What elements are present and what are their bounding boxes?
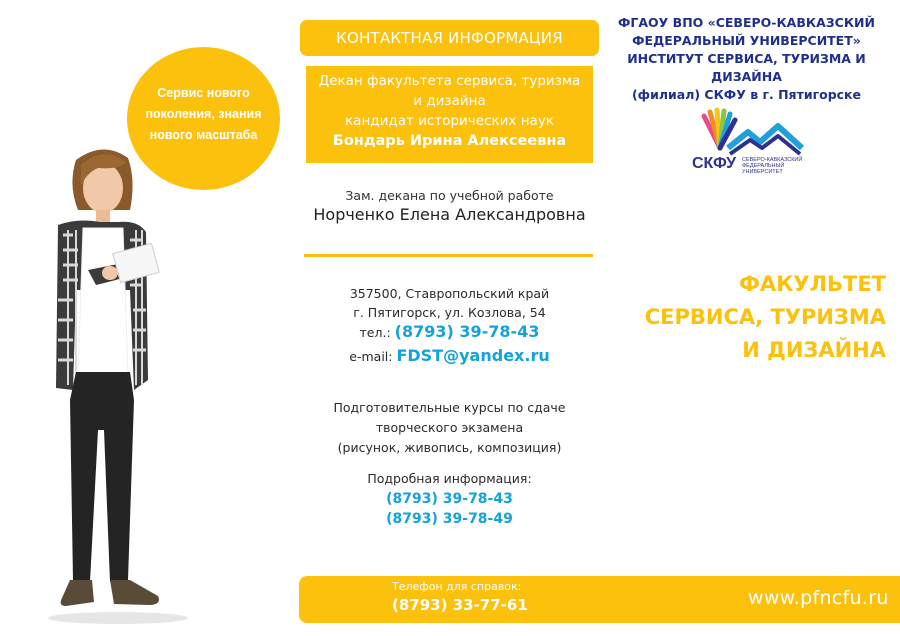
more-info-label: Подробная информация: [367,471,532,486]
phone-number[interactable]: (8793) 39-78-43 [394,322,540,341]
more-info-block [306,469,593,529]
dean-title-line: и дизайна [413,93,486,109]
faculty-title-line: ФАКУЛЬТЕТ [739,272,886,296]
university-line: ФГАОУ ВПО «СЕВЕРО-КАВКАЗСКИЙ [618,15,875,30]
email-row [306,346,593,365]
help-phone-label: Телефон для справок: [392,580,522,593]
dean-degree: кандидат исторических наук [345,113,554,129]
slogan-line: поколения, знания [145,107,262,121]
faculty-title [600,268,886,367]
faculty-title-line: СЕРВИСА, ТУРИЗМА [644,305,886,329]
logo-abbr: СКФУ [692,155,737,172]
university-line: (филиал) СКФУ в г. Пятигорске [631,87,862,102]
logo-text-line: ФЕДЕРАЛЬНЫЙ [742,163,785,169]
faculty-title-line: И ДИЗАЙНА [742,338,886,362]
university-line: ФЕДЕРАЛЬНЫЙ УНИВЕРСИТЕТ» [632,33,861,48]
university-line: ИНСТИТУТ СЕРВИСА, ТУРИЗМА И ДИЗАЙНА [627,51,866,84]
courses-line: (рисунок, живопись, композиция) [337,440,562,455]
courses-line: Подготовительные курсы по сдаче [333,400,566,415]
student-photo [18,140,198,630]
dean-title-line: Декан факультета сервиса, туризма [318,73,581,89]
slogan-line: нового масштаба [149,128,258,142]
logo-text-line: УНИВЕРСИТЕТ [742,169,783,175]
courses-block [306,398,593,458]
website-link[interactable]: www.pfncfu.ru [748,587,889,609]
email-label: e-mail: [349,349,393,364]
address-line: 357500, Ставропольский край [349,286,550,301]
phone-label: тел.: [359,325,391,340]
slogan-line: Сервис нового [157,86,250,100]
info-phone-2[interactable]: (8793) 39-78-49 [386,511,513,527]
university-name [603,14,890,104]
deputy-name: Норченко Елена Александровна [313,205,586,224]
address-line: г. Пятигорск, ул. Козлова, 54 [353,305,546,320]
email-link[interactable]: FDST@yandex.ru [396,346,550,365]
info-phone-1[interactable]: (8793) 39-78-43 [386,491,513,507]
skfu-logo [690,102,805,180]
dean-name: Бондарь Ирина Алексеевна [332,133,567,149]
divider [304,254,593,257]
courses-line: творческого экзамена [375,420,524,435]
logo-text-line: СЕВЕРО-КАВКАЗСКИЙ [742,157,803,163]
deputy-title: Зам. декана по учебной работе [345,188,554,203]
phone-row [306,322,593,341]
help-phone[interactable]: (8793) 33-77-61 [392,596,528,614]
dean-box [306,66,593,163]
contact-info-header: КОНТАКТНАЯ ИНФОРМАЦИЯ [300,20,599,56]
